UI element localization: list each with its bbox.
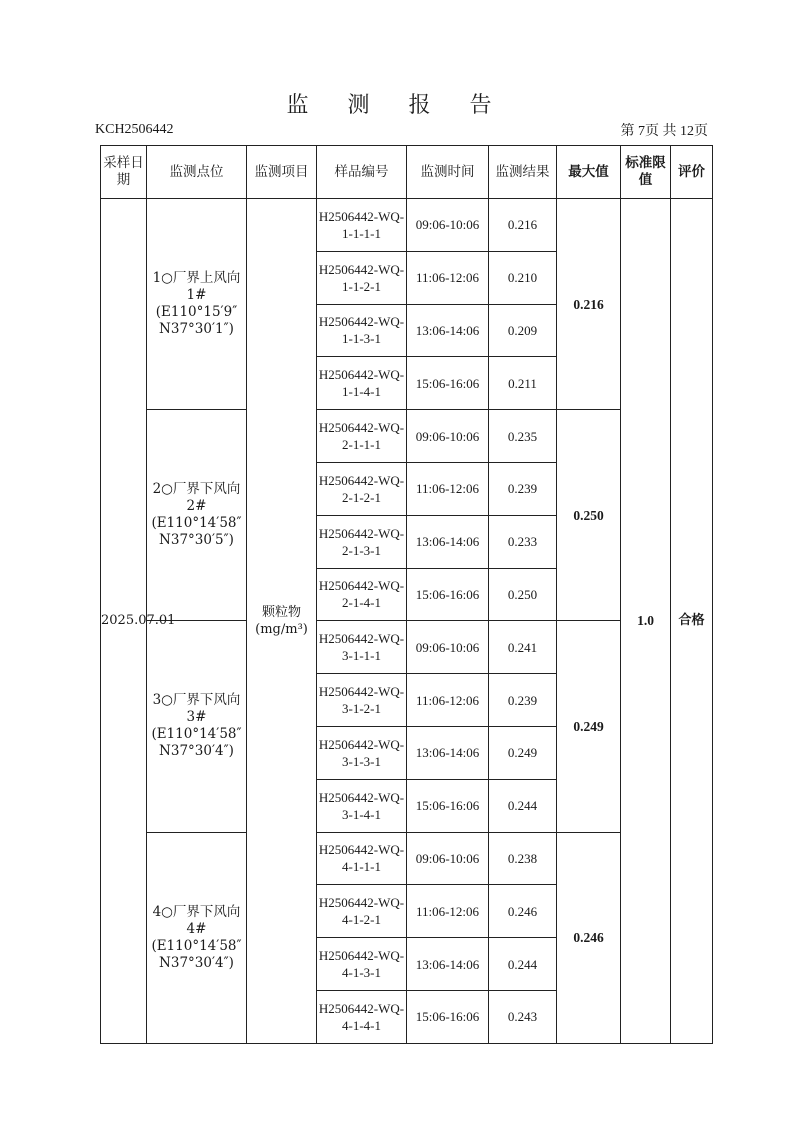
page-indicator: 第 7页 共 12页 bbox=[620, 124, 708, 139]
sample-id: H2506442-WQ-4-1-4-1 bbox=[317, 990, 407, 1043]
monitoring-table bbox=[100, 145, 713, 1044]
col-header-limit: 标准限值 bbox=[621, 146, 671, 199]
sample-result: 0.244 bbox=[489, 779, 557, 832]
sample-result: 0.239 bbox=[489, 462, 557, 515]
monitoring-point-cell bbox=[147, 832, 247, 1043]
point-name: 1○厂界上风向 1# bbox=[152, 270, 241, 304]
col-header-date: 采样日期 bbox=[101, 146, 147, 199]
sample-id: H2506442-WQ-3-1-3-1 bbox=[317, 726, 407, 779]
sample-time: 11:06-12:06 bbox=[407, 462, 489, 515]
sample-id: H2506442-WQ-3-1-1-1 bbox=[317, 621, 407, 674]
monitoring-point-cell bbox=[147, 621, 247, 832]
point-coord-e: (E110°14′58″ bbox=[151, 937, 242, 954]
sample-result: 0.209 bbox=[489, 304, 557, 357]
sample-result: 0.216 bbox=[489, 199, 557, 252]
sample-time: 13:06-14:06 bbox=[407, 304, 489, 357]
sample-id: H2506442-WQ-2-1-1-1 bbox=[317, 410, 407, 463]
page-title: 监 测 报 告 bbox=[286, 93, 508, 118]
sample-id: H2506442-WQ-1-1-2-1 bbox=[317, 251, 407, 304]
sample-id: H2506442-WQ-3-1-4-1 bbox=[317, 779, 407, 832]
col-header-sample-id: 样品编号 bbox=[317, 146, 407, 199]
point-name: 3○厂界下风向 3# bbox=[152, 692, 241, 726]
max-value: 0.250 bbox=[557, 410, 621, 621]
col-header-time: 监测时间 bbox=[407, 146, 489, 199]
sample-time: 09:06-10:06 bbox=[407, 199, 489, 252]
sample-result: 0.243 bbox=[489, 990, 557, 1043]
sample-time: 09:06-10:06 bbox=[407, 410, 489, 463]
col-header-result: 监测结果 bbox=[489, 146, 557, 199]
item-unit: (mg/m³) bbox=[255, 621, 308, 637]
sample-result: 0.250 bbox=[489, 568, 557, 621]
sample-id: H2506442-WQ-1-1-4-1 bbox=[317, 357, 407, 410]
point-coord-e: (E110°14′58″ bbox=[151, 726, 242, 743]
sample-time: 09:06-10:06 bbox=[407, 621, 489, 674]
col-header-point: 监测点位 bbox=[147, 146, 247, 199]
col-header-item: 监测项目 bbox=[247, 146, 317, 199]
monitoring-item-cell bbox=[247, 199, 317, 1044]
standard-limit: 1.0 bbox=[621, 199, 671, 1044]
sample-time: 11:06-12:06 bbox=[407, 885, 489, 938]
point-coord-n: N37°30′4″) bbox=[159, 954, 234, 971]
sample-result: 0.210 bbox=[489, 251, 557, 304]
point-coord-n: N37°30′1″) bbox=[159, 321, 234, 338]
sample-result: 0.249 bbox=[489, 726, 557, 779]
max-value: 0.246 bbox=[557, 832, 621, 1043]
sample-time: 15:06-16:06 bbox=[407, 779, 489, 832]
sample-result: 0.211 bbox=[489, 357, 557, 410]
sample-time: 15:06-16:06 bbox=[407, 990, 489, 1043]
item-name: 颗粒物 bbox=[261, 604, 301, 620]
sample-id: H2506442-WQ-2-1-2-1 bbox=[317, 462, 407, 515]
sample-time: 13:06-14:06 bbox=[407, 515, 489, 568]
point-name: 4○厂界下风向 4# bbox=[152, 903, 241, 937]
sample-time: 15:06-16:06 bbox=[407, 568, 489, 621]
max-value: 0.249 bbox=[557, 621, 621, 832]
header-row bbox=[101, 146, 713, 199]
table-row bbox=[101, 199, 713, 252]
sample-id: H2506442-WQ-2-1-4-1 bbox=[317, 568, 407, 621]
sample-result: 0.235 bbox=[489, 410, 557, 463]
sample-id: H2506442-WQ-1-1-1-1 bbox=[317, 199, 407, 252]
max-value: 0.216 bbox=[557, 199, 621, 410]
sample-result: 0.244 bbox=[489, 938, 557, 991]
point-coord-n: N37°30′5″) bbox=[159, 532, 234, 549]
sample-id: H2506442-WQ-2-1-3-1 bbox=[317, 515, 407, 568]
sampling-date-cell bbox=[101, 199, 176, 1044]
sample-id: H2506442-WQ-4-1-1-1 bbox=[317, 832, 407, 885]
point-coord-e: (E110°15′9″ bbox=[155, 304, 238, 321]
sample-result: 0.238 bbox=[489, 832, 557, 885]
monitoring-point-cell bbox=[147, 199, 247, 410]
sample-id: H2506442-WQ-4-1-2-1 bbox=[317, 885, 407, 938]
sample-time: 15:06-16:06 bbox=[407, 357, 489, 410]
monitoring-point-cell bbox=[147, 410, 247, 621]
col-header-max: 最大值 bbox=[557, 146, 621, 199]
evaluation: 合格 bbox=[671, 199, 713, 1044]
col-header-evaluation: 评价 bbox=[671, 146, 713, 199]
sample-result: 0.241 bbox=[489, 621, 557, 674]
sample-result: 0.246 bbox=[489, 885, 557, 938]
sample-time: 11:06-12:06 bbox=[407, 674, 489, 727]
sample-time: 13:06-14:06 bbox=[407, 938, 489, 991]
sample-time: 13:06-14:06 bbox=[407, 726, 489, 779]
sampling-date: 2025.07.01 bbox=[101, 613, 176, 629]
report-code: KCH2506442 bbox=[95, 122, 174, 137]
sample-time: 11:06-12:06 bbox=[407, 251, 489, 304]
sample-result: 0.233 bbox=[489, 515, 557, 568]
sample-id: H2506442-WQ-1-1-3-1 bbox=[317, 304, 407, 357]
sample-result: 0.239 bbox=[489, 674, 557, 727]
sample-id: H2506442-WQ-3-1-2-1 bbox=[317, 674, 407, 727]
point-name: 2○厂界下风向 2# bbox=[152, 481, 241, 515]
sample-id: H2506442-WQ-4-1-3-1 bbox=[317, 938, 407, 991]
point-coord-e: (E110°14′58″ bbox=[151, 515, 242, 532]
sample-time: 09:06-10:06 bbox=[407, 832, 489, 885]
point-coord-n: N37°30′4″) bbox=[159, 743, 234, 760]
